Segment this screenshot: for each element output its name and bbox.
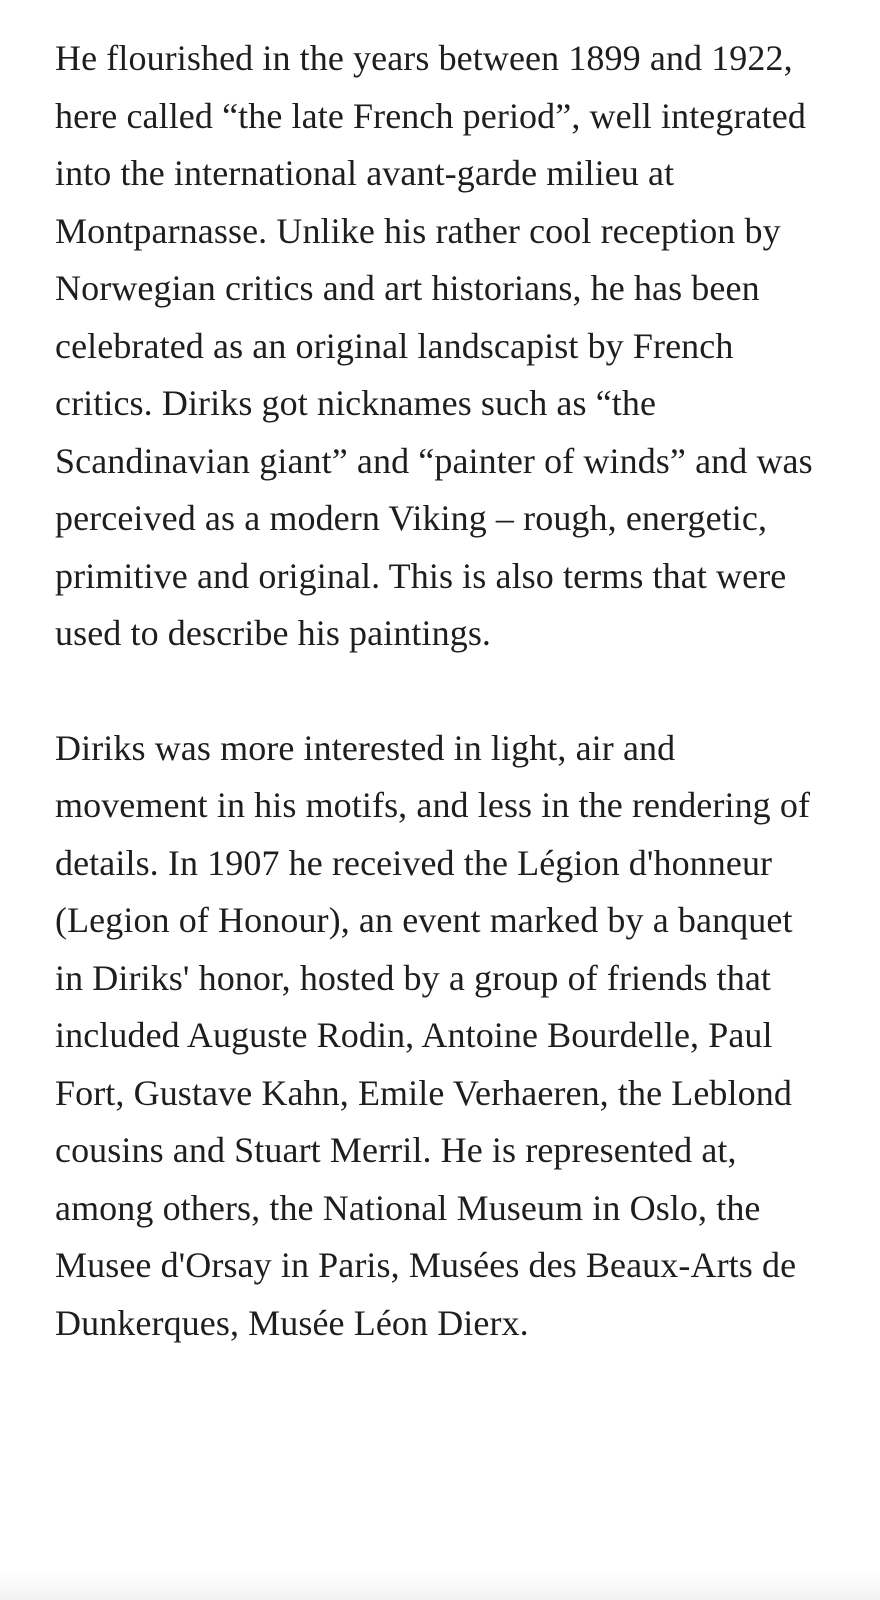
bottom-edge-shade xyxy=(0,1572,880,1600)
paragraph-career: He flourished in the years between 1899 and 1922, here called “the late French period”, well integrated into the international avant-garde milieu at Montparnasse. Unlike his rather cool reception by Norwegian critics and art historians, he has been celebrated as an original landscapist by French critics. Diriks got nicknames such as “the Scandinavian giant” and “painter of winds” and was perceived as a modern Viking – rough, energetic, primitive and original. This is also terms that were used to describe his paintings. xyxy=(55,38,813,653)
paragraph-honours: Diriks was more interested in light, air and movement in his motifs, and less in the rendering of details. In 1907 he received the Légion d'honneur (Legion of Honour), an event marked by a banquet in Diriks' honor, hosted by a group of friends that included Auguste Rodin, Antoine Bourdelle, Paul Fort, Gustave Kahn, Emile Verhaeren, the Leblond cousins and Stuart Merril. He is represented at, among others, the National Museum in Oslo, the Musee d'Orsay in Paris, Musées des Beaux-Arts de Dunkerques, Musée Léon Dierx. xyxy=(55,727,811,1343)
article-body xyxy=(55,30,825,1352)
